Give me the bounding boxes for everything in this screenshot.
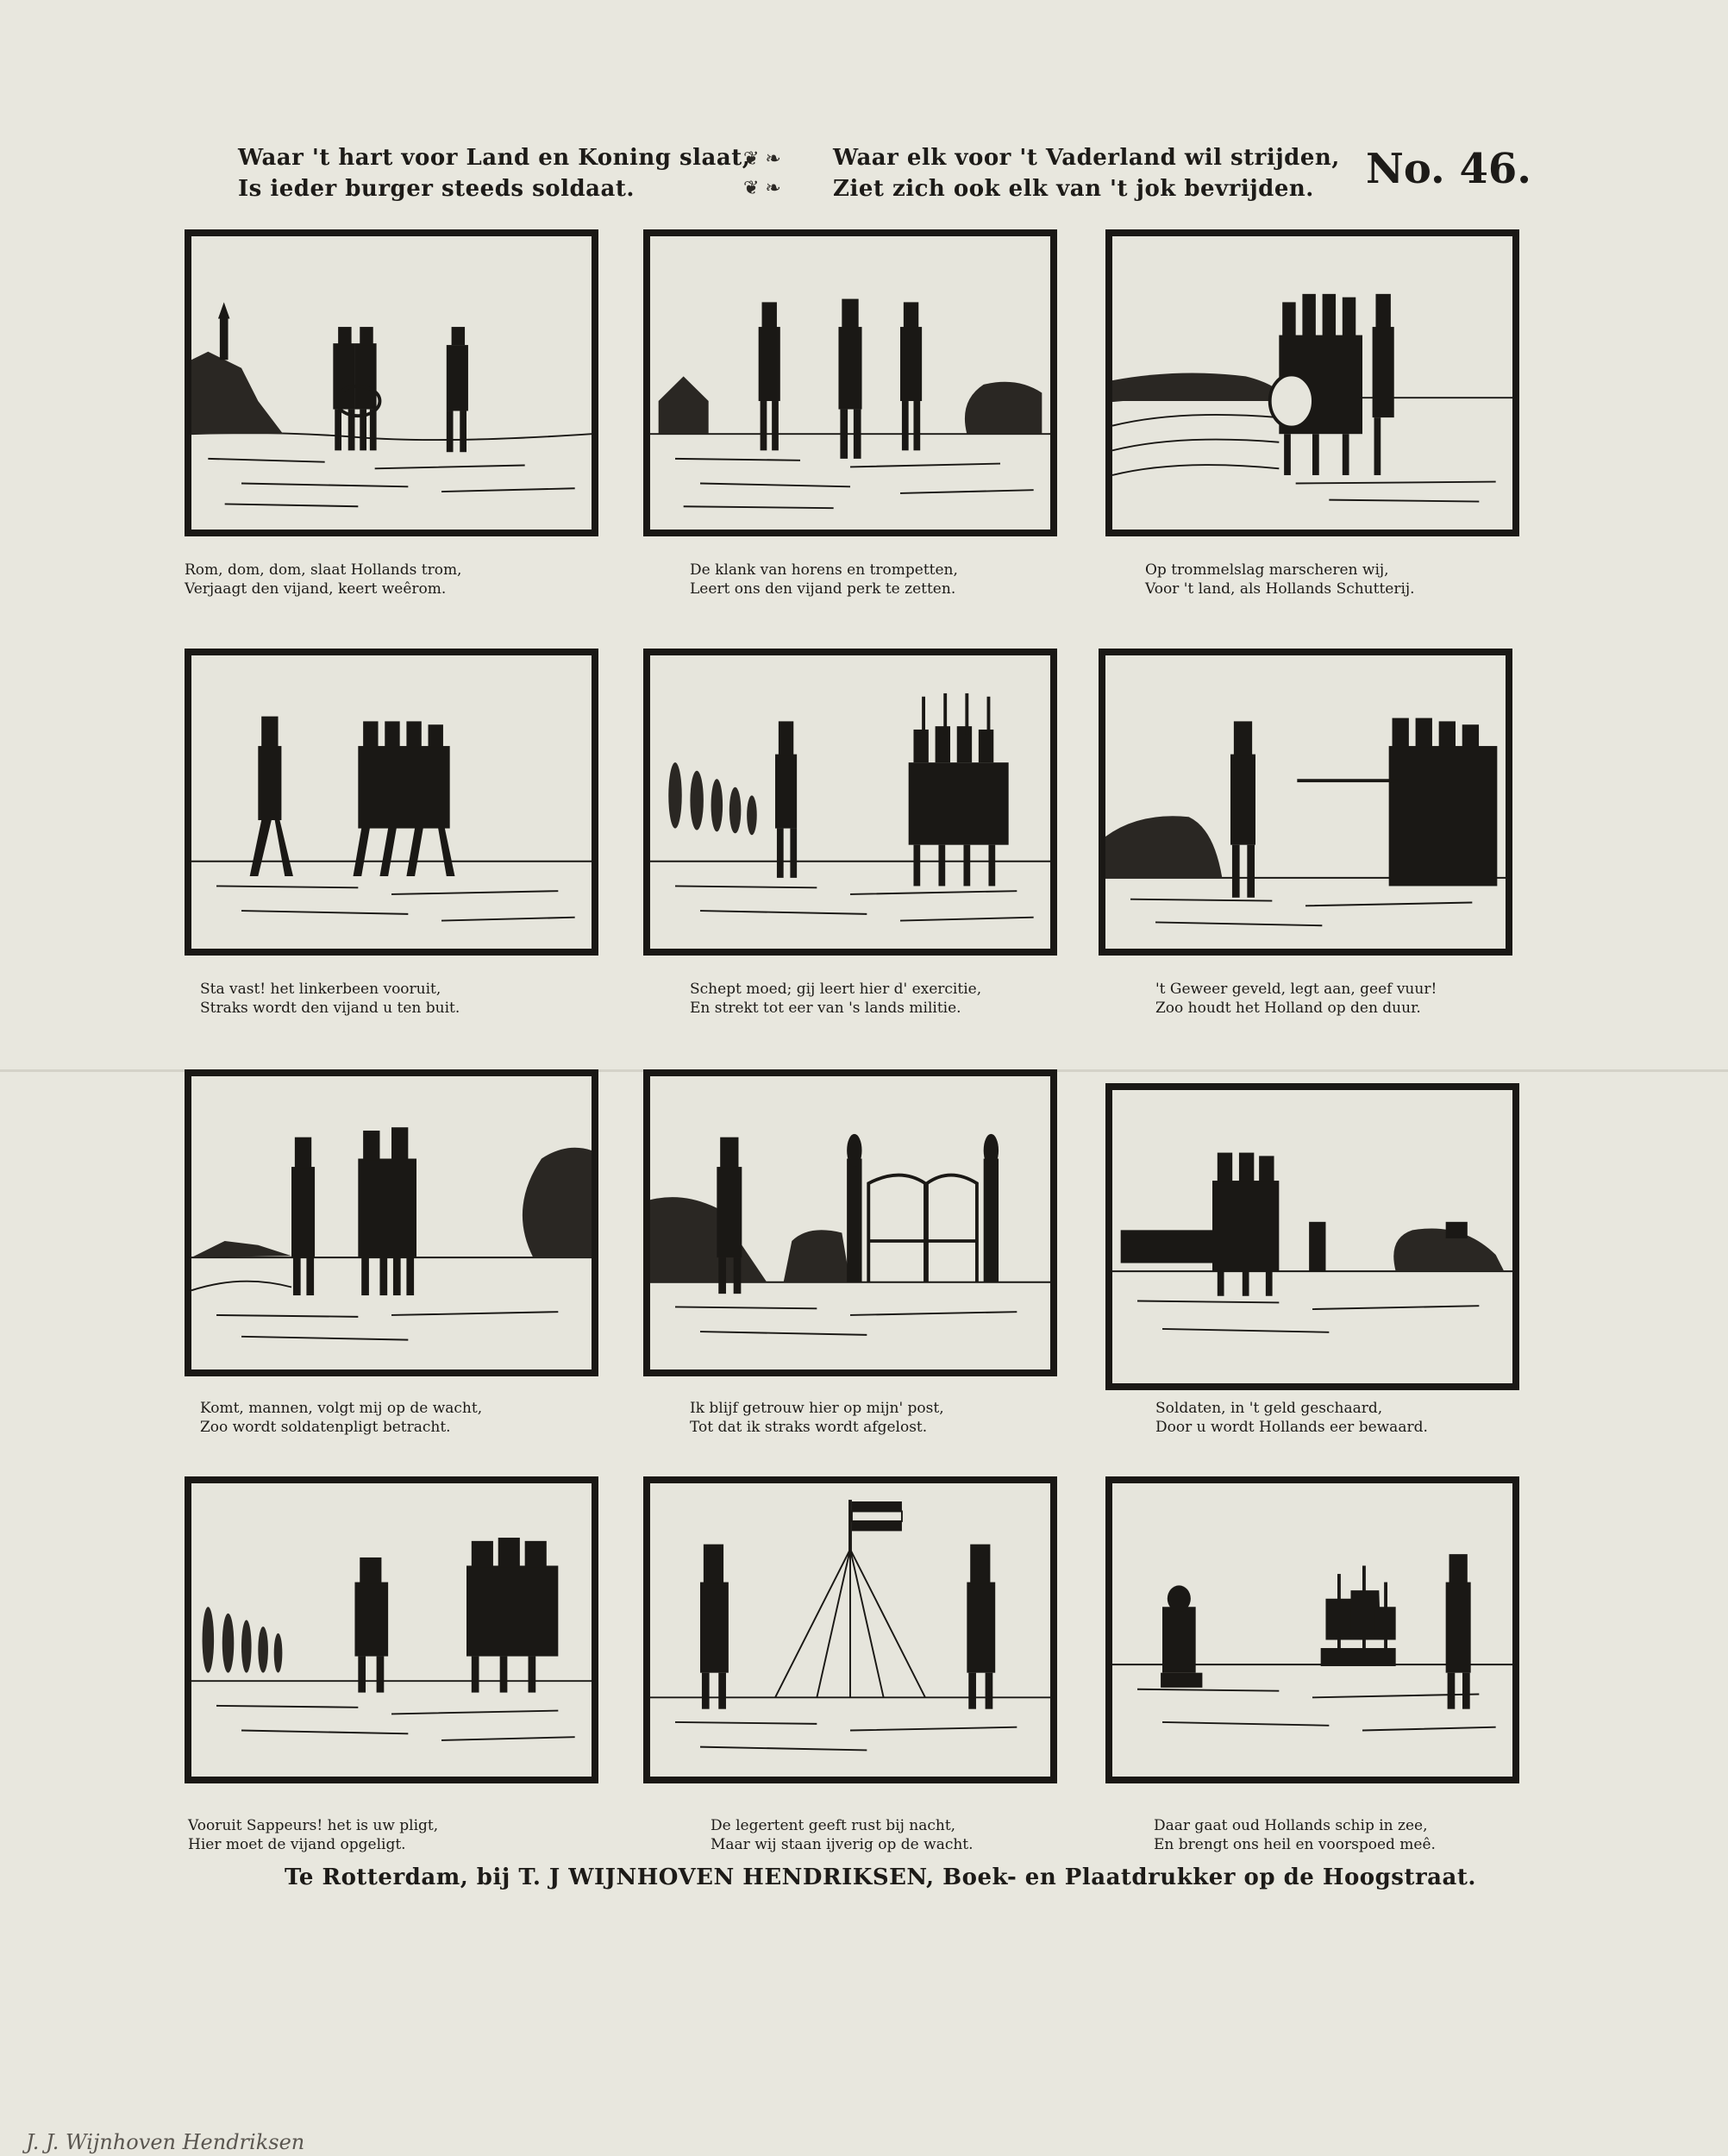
woodcut-sappers bbox=[185, 1476, 598, 1783]
woodcut-ship-at-sea bbox=[1105, 1476, 1519, 1783]
header-right-line-1: Waar elk voor 't Vaderland wil strijden, bbox=[833, 145, 1340, 171]
woodcut-sentry-gate bbox=[643, 1069, 1057, 1376]
header-right-line-2: Ziet zich ook elk van 't jok bevrijden. bbox=[833, 176, 1314, 202]
caption-line-1: Schept moed; gij leert hier d' exercitie, bbox=[690, 981, 982, 998]
caption-line-1: De klank van horens en trompetten, bbox=[690, 561, 958, 579]
caption bbox=[690, 561, 1121, 599]
caption-line-1: Rom, dom, dom, slaat Hollands trom, bbox=[185, 561, 462, 579]
caption-line-2: Tot dat ik straks wordt afgelost. bbox=[690, 1419, 928, 1436]
caption-line-1: 't Geweer geveld, legt aan, geef vuur! bbox=[1155, 981, 1437, 998]
caption bbox=[200, 980, 631, 1018]
caption-line-2: Door u wordt Hollands eer bewaard. bbox=[1155, 1419, 1428, 1436]
woodcut-firing-line bbox=[1099, 649, 1512, 956]
sheet-number: No. 46. bbox=[1366, 145, 1531, 193]
caption bbox=[711, 1816, 1142, 1854]
woodcut-guard-march bbox=[185, 1069, 598, 1376]
caption-line-1: Sta vast! het linkerbeen vooruit, bbox=[200, 981, 441, 998]
woodcut-marching-band bbox=[1105, 229, 1519, 536]
caption bbox=[1155, 980, 1587, 1018]
caption-line-1: Op trommelslag marscheren wij, bbox=[1145, 561, 1389, 579]
caption-line-2: En brengt ons heil en voorspoed meê. bbox=[1154, 1836, 1436, 1853]
woodcut-army-tent bbox=[643, 1476, 1057, 1783]
header-left-line-1: Waar 't hart voor Land en Koning slaat, bbox=[238, 145, 751, 171]
caption bbox=[188, 1816, 619, 1854]
ornament-icon: ❦ ❧ bbox=[743, 178, 781, 199]
caption-line-1: De legertent geeft rust bij nacht, bbox=[711, 1817, 956, 1834]
printer-imprint: Te Rotterdam, bij T. J WIJNHOVEN HENDRIKSEN, Boek- en Plaatdrukker op de Hoogstraat. bbox=[285, 1865, 1476, 1890]
caption-line-2: Voor 't land, als Hollands Schutterij. bbox=[1145, 580, 1415, 598]
caption bbox=[1154, 1816, 1585, 1854]
caption-line-2: Hier moet de vijand opgeligt. bbox=[188, 1836, 406, 1853]
caption-line-1: Daar gaat oud Hollands schip in zee, bbox=[1154, 1817, 1428, 1834]
caption-line-2: Maar wij staan ijverig op de wacht. bbox=[711, 1836, 974, 1853]
caption-line-2: Zoo houdt het Holland op den duur. bbox=[1155, 1000, 1421, 1017]
woodcut-soldiers-ranks bbox=[1105, 1083, 1519, 1390]
caption-line-1: Ik blijf getrouw hier op mijn' post, bbox=[690, 1400, 944, 1417]
woodcut-drummers bbox=[185, 229, 598, 536]
ornament-icon: ❦ ❧ bbox=[743, 148, 781, 170]
caption-line-2: Leert ons den vijand perk te zetten. bbox=[690, 580, 956, 598]
woodcut-drill-step bbox=[185, 649, 598, 956]
caption-line-1: Komt, mannen, volgt mij op de wacht, bbox=[200, 1400, 483, 1417]
caption bbox=[185, 561, 616, 599]
caption bbox=[1145, 561, 1576, 599]
woodcut-exercise bbox=[643, 649, 1057, 956]
caption-line-2: Straks wordt den vijand u ten buit. bbox=[200, 1000, 460, 1017]
caption bbox=[690, 1399, 1121, 1437]
caption bbox=[200, 1399, 631, 1437]
caption-line-1: Vooruit Sappeurs! het is uw pligt, bbox=[188, 1817, 439, 1834]
handwritten-signature: J. J. Wijnhoven Hendriksen bbox=[26, 2130, 305, 2154]
woodcut-trumpeters bbox=[643, 229, 1057, 536]
caption-line-2: Verjaagt den vijand, keert weêrom. bbox=[185, 580, 447, 598]
caption-line-2: Zoo wordt soldatenpligt betracht. bbox=[200, 1419, 451, 1436]
caption-line-1: Soldaten, in 't geld geschaard, bbox=[1155, 1400, 1383, 1417]
caption bbox=[690, 980, 1121, 1018]
header-left-line-2: Is ieder burger steeds soldaat. bbox=[238, 176, 635, 202]
caption bbox=[1155, 1399, 1587, 1437]
caption-line-2: En strekt tot eer van 's lands militie. bbox=[690, 1000, 961, 1017]
